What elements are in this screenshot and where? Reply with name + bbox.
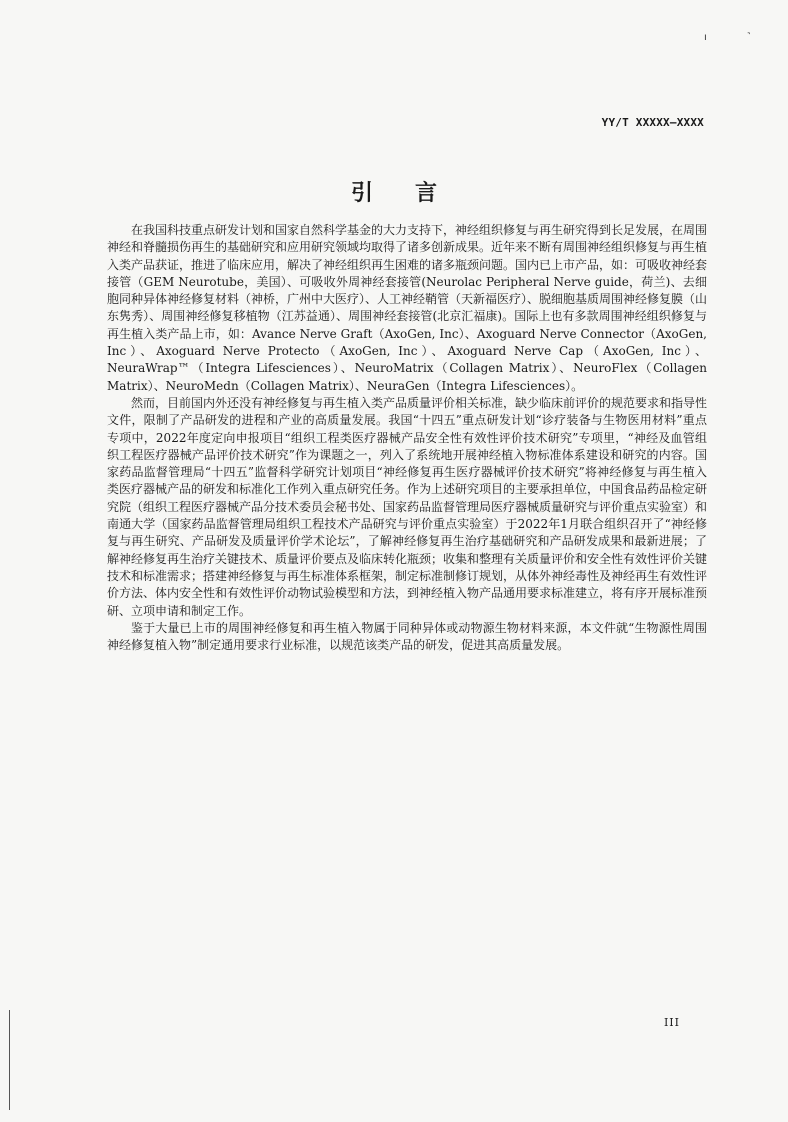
introduction-body: [107, 222, 707, 654]
scan-edge-line: [9, 1010, 10, 1110]
page-title: 引言: [350, 181, 479, 206]
paragraph-3: 鉴于大量已上市的周围神经修复和再生植入物属于同种异体或动物源生物材料来源，本文件就“生物源性周围神经修复植入物”制定通用要求行业标准，以规范该类产品的研发，促进其高质量发展。: [107, 620, 707, 653]
page-number: III: [663, 1016, 680, 1029]
scan-mark-corner: ˺: [747, 32, 751, 43]
scan-mark-dot: ı: [704, 32, 707, 43]
paragraph-2: 然而，目前国内外还没有神经修复与再生植入类产品质量评价相关标准，缺少临床前评价的规范要求和指导性文件，限制了产品研发的进程和产业的高质量发展。我国“十四五”重点研发计划“诊疗装备与生物医用材料”重点专项中，2022年度定向申报项目“组织工程类医疗器械产品安全性有效性评价技术研究”专项里，“神经及血管组织工程医疗器械产品评价技术研究”作为课题之一，列入了系统地开展神经植入物标准体系建设和研究的内容。国家药品监督管理局“十四五”监督科学研究计划项目“神经修复再生医疗器械评价技术研究”将神经修复与再生植入类医疗器械产品的研发和标准化工作列入重点研究任务。作为上述研究项目的主要承担单位，中国食品药品检定研究院（组织工程医疗器械产品分技术委员会秘书处、国家药品监督管理局医疗器械质量研究与评价重点实验室）和南通大学（国家药品监督管理局组织工程技术产品研究与评价重点实验室）于2022年1月联合组织召开了“神经修复与再生研究、产品研发及质量评价学术论坛”，了解神经修复再生治疗基础研究和产品研发成果和最新进展；了解神经修复再生治疗关键技术、质量评价要点及临床转化瓶颈；收集和整理有关质量评价和安全性有效性评价关键技术和标准需求；搭建神经修复与再生标准体系框架，制定标准制修订规划，从体外神经毒性及神经再生有效性评价方法、体内安全性和有效性评价动物试验模型和方法，到神经植入物产品通用要求标准建立，将有序开展标准预研、立项申请和制定工作。: [107, 395, 708, 618]
paragraph-1: 在我国科技重点研发计划和国家自然科学基金的大力支持下，神经组织修复与再生研究得到长足发展，在周围神经和脊髓损伤再生的基础研究和应用研究领域均取得了诸多创新成果。近年来不断有周围神经组织修复与再生植入类产品获证，推进了临床应用，解决了神经组织再生困难的诸多瓶颈问题。国内已上市产品，如：可吸收神经套接管（GEM Neurotube，美国）、可吸收外周神经套接管(Neurolac Peripheral Nerve guide，荷兰)、去细胞同种异体神经修复材料（神桥，广州中大医疗）、人工神经鞘管（天新福医疗）、脱细胞基质周围神经修复膜（山东隽秀）、周围神经修复移植物（江苏益通）、周围神经套接管(北京汇福康)。国际上也有多款周围神经组织修复与再生植入类产品上市，如：Avance Nerve Graft（AxoGen, Inc）、Axoguard Nerve Connector（AxoGen, Inc）、Axoguard Nerve Protecto（AxoGen, Inc）、Axoguard Nerve Cap（AxoGen, Inc）、NeuraWrap™（Integra Lifesciences）、NeuroMatrix（Collagen Matrix）、NeuroFlex（Collagen Matrix）、NeuroMedn（Collagen Matrix）、NeuraGen（Integra Lifesciences）。: [107, 223, 708, 393]
document-code: YY/T XXXXX—XXXX: [601, 116, 704, 129]
